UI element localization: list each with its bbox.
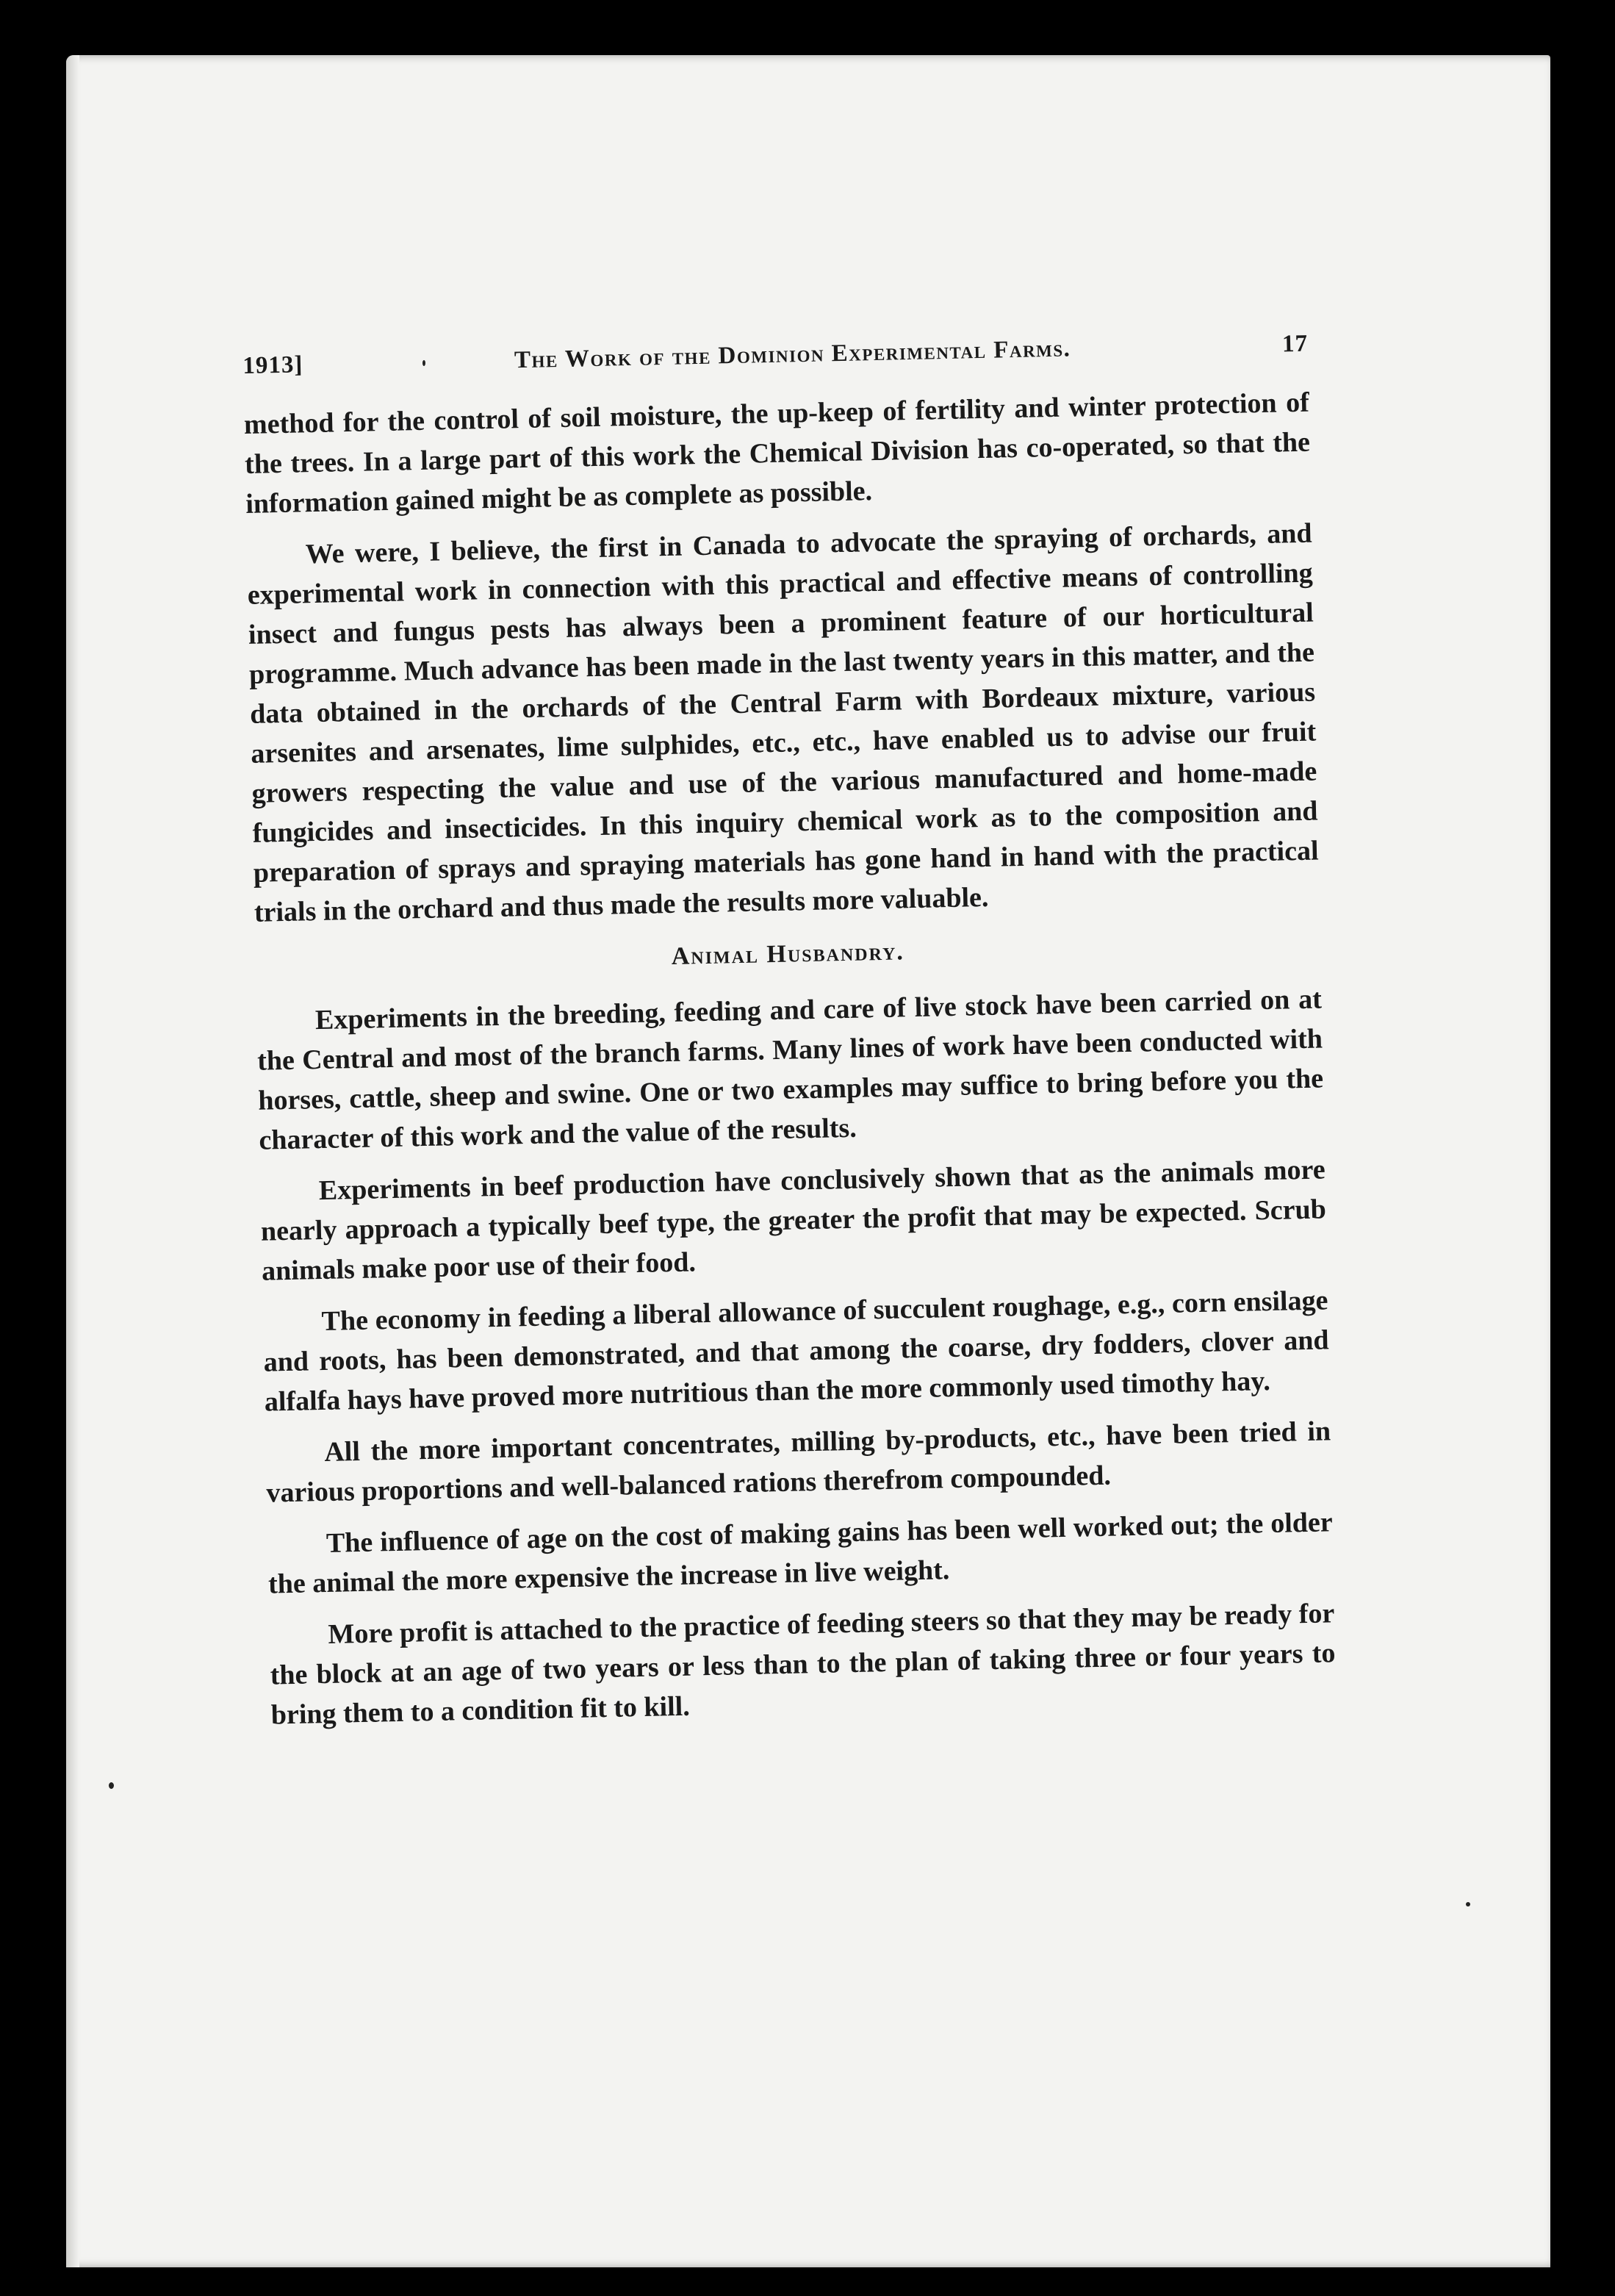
paragraph: The influence of age on the cost of making gains has been well worked out; the older the animal the more expensive the increase in live weight. bbox=[267, 1507, 1334, 1600]
paragraph: We were, I believe, the first in Canada to advocate the spraying of orchards, and experimental work in connection with this practical and effective means of controlling insect and fungus pests has always been a prominent feature of our horticultural programme. Much advance has been made in the last twenty years in this matter, and the data obtained in the orchards of the Central Farm with Bordeaux mixture, various arsenites and arsenates, lime sulphides, etc., etc., have enabled us to advise our fruit growers respecting the value and use of the various manufactured and home-made fungicides and insecticides. In this inquiry chemical work as to the composition and preparation of sprays and spraying materials has gone hand in hand with the practical trials in the orchard and thus made the results more valuable. bbox=[247, 517, 1319, 928]
header-title: The Work of the Dominion Experimental Farms. bbox=[514, 335, 1071, 374]
page-number: 17 bbox=[1281, 330, 1309, 358]
page-edge-shadow bbox=[66, 55, 79, 2267]
paragraph: Experiments in beef production have conclusively shown that as the animals more nearly approach a typically beef type, the greater the profit that may be expected. Scrub animals make poor use of their food. bbox=[260, 1154, 1327, 1287]
paragraph: All the more important concentrates, milling by-products, etc., have been tried in various proportions and well-balanced rations therefrom compounded. bbox=[266, 1416, 1331, 1509]
scan-speck bbox=[109, 1782, 114, 1789]
section-heading: Animal Husbandry. bbox=[671, 938, 905, 970]
paragraph: method for the control of soil moisture, the up-keep of fertility and winter protection of the trees. In a large part of this work the Chemical Division has co-operated, so that the information gained might be as complete as possible. bbox=[243, 387, 1311, 520]
paragraph: More profit is attached to the practice of feeding steers so that they may be ready for the block at an age of two years or less than to the plan of taking three or four years to bring them to a condition fit to kill. bbox=[270, 1598, 1336, 1731]
header-year: 1913] bbox=[242, 351, 303, 379]
page-content bbox=[242, 331, 1337, 1747]
scan-speck bbox=[1466, 1902, 1470, 1906]
paragraph: The economy in feeding a liberal allowance of succulent roughage, e.g., corn ensilage and roots, has been demonstrated, and that among the coarse, dry fodders, clover and alfalfa hays have proved more nutritious than the more commonly used timothy hay. bbox=[263, 1285, 1329, 1418]
paragraph: Experiments in the breeding, feeding and care of live stock have been carried on at the Central and most of the branch farms. Many lines of work have been conducted with horses, cattle, sheep and swine. One or two examples may suffice to bring before you the character of this work and the value of the results. bbox=[256, 983, 1324, 1156]
